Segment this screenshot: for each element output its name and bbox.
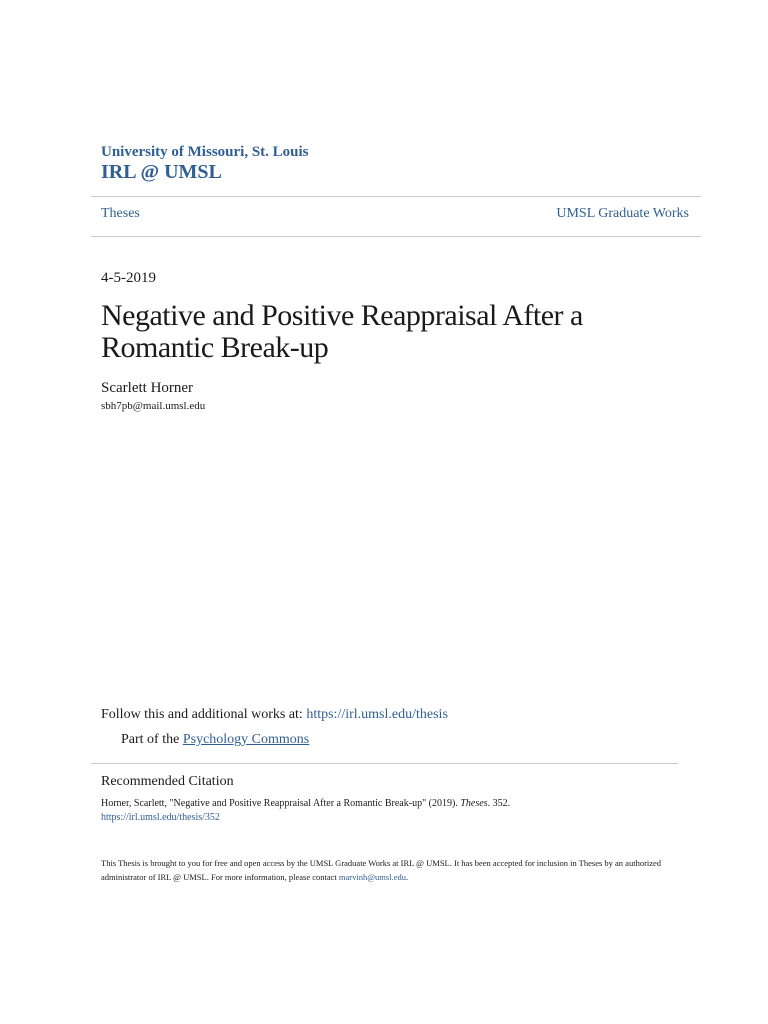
citation-divider — [91, 763, 678, 764]
citation-text: Horner, Scarlett, "Negative and Positive Reappraisal After a Romantic Break-up" (2019). — [101, 798, 461, 809]
author-name: Scarlett Horner — [101, 380, 194, 396]
notice-text: This Thesis is brought to you for free and open access by the UMSL Graduate Works at IRL @ UMSL. It has been accepted for inclusion in Theses by an authorized administrator of IRL @ UMSL. For more information, please contact — [101, 858, 662, 882]
publication-date: 4-5-2019 — [101, 270, 156, 286]
nav-divider — [91, 236, 701, 237]
citation-block — [101, 797, 510, 825]
thesis-collection-link[interactable]: https://irl.umsl.edu/thesis — [306, 707, 448, 722]
access-notice — [101, 856, 671, 884]
author-email: sbh7pb@mail.umsl.edu — [101, 400, 206, 412]
follow-line — [101, 707, 448, 723]
institution-link[interactable]: University of Missouri, St. Louis — [101, 144, 309, 160]
part-of-line — [121, 732, 309, 748]
contact-email-link[interactable]: marvinh@umsl.edu — [338, 872, 406, 882]
citation-heading: Recommended Citation — [101, 774, 234, 789]
citation-series: Theses — [460, 798, 488, 809]
graduate-works-link[interactable]: UMSL Graduate Works — [556, 206, 689, 221]
theses-link[interactable]: Theses — [101, 206, 140, 221]
repository-link[interactable]: IRL @ UMSL — [101, 161, 222, 183]
psychology-commons-link[interactable]: Psychology Commons — [182, 732, 310, 747]
top-divider — [91, 196, 701, 197]
part-of-prefix: Part of the — [121, 732, 183, 747]
citation-number: . 352. — [487, 798, 511, 809]
notice-end: . — [406, 872, 409, 882]
paper-title: Negative and Positive Reappraisal After a Romantic Break-up — [101, 299, 583, 364]
follow-prefix: Follow this and additional works at: — [101, 707, 307, 722]
citation-url-link[interactable]: https://irl.umsl.edu/thesis/352 — [101, 812, 220, 823]
